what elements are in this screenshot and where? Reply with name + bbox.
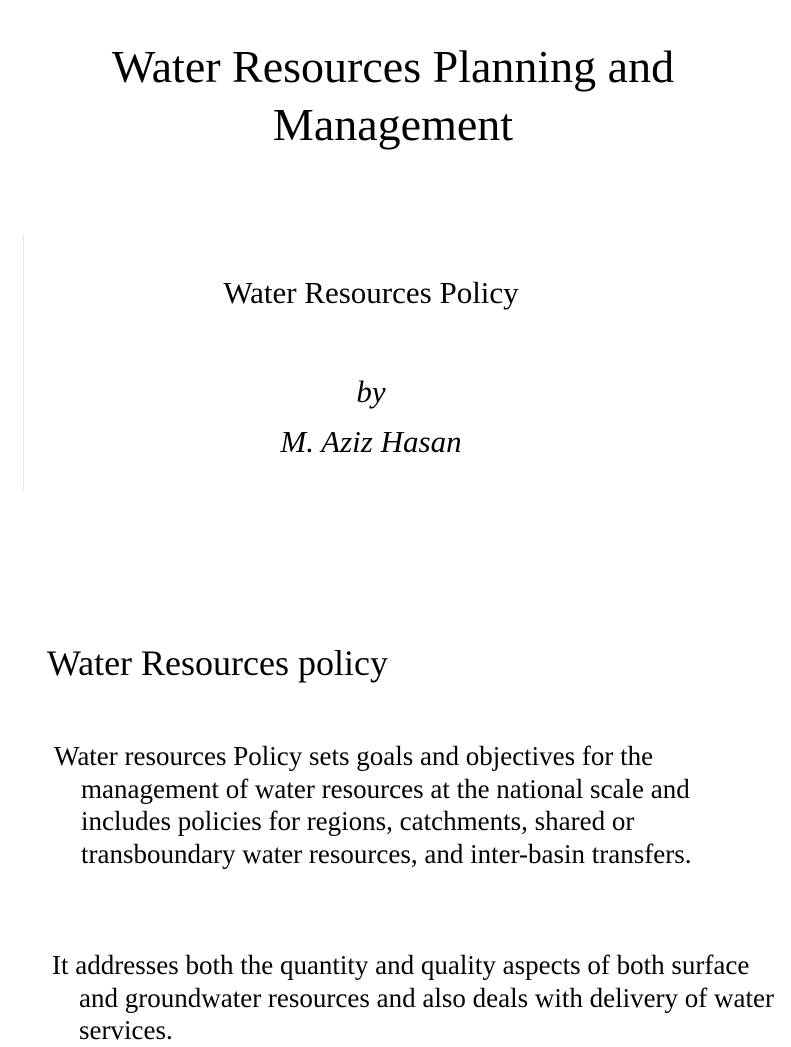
policy-paragraph: It addresses both the quantity and quality aspects of both surface and groundwater resources and also deals with delivery of water services.	[52, 950, 774, 1045]
document-title: Water Resources Planning and Management	[111, 41, 675, 150]
by-label: by	[356, 374, 386, 409]
policy-paragraph: Water resources Policy sets goals and objectives for the management of water resources at the national scale and includes policies for regions, catchments, shared or transboundary water resources, and inter-basin transfers.	[54, 741, 692, 869]
author-name: M. Aziz Hasan	[280, 424, 462, 459]
section-heading: Water Resources policy	[47, 643, 388, 683]
document-subtitle: Water Resources Policy	[223, 275, 519, 310]
